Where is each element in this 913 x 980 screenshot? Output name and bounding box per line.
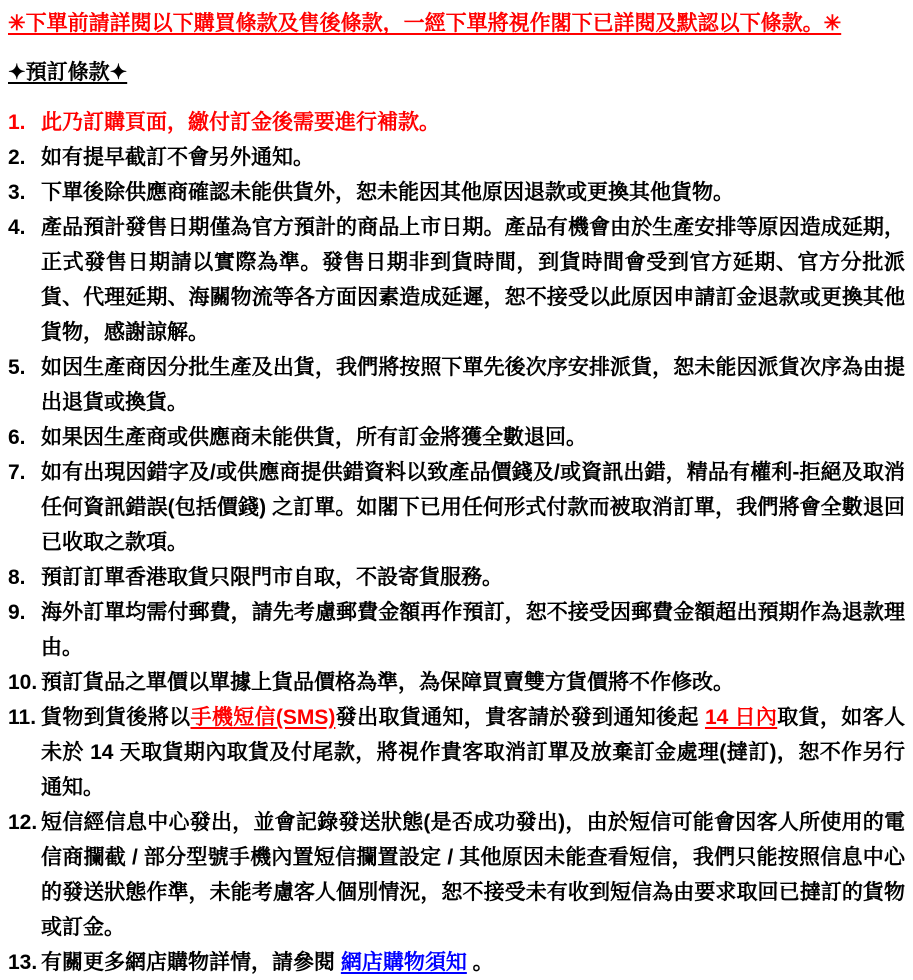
term-item-6 bbox=[8, 420, 905, 455]
term-text: 下單後除供應商確認未能供貨外，恕未能因其他原因退款或更換其他貨物。 bbox=[41, 181, 734, 204]
terms-list bbox=[8, 105, 905, 980]
term-text-segment: 有關更多網店購物詳情，請參閱 bbox=[41, 951, 341, 974]
term-item-2 bbox=[8, 140, 905, 175]
term-text: 如有出現因錯字及/或供應商提供錯資料以致產品價錢及/或資訊出錯，精品有權利-拒絕及取消任何資訊錯誤(包括價錢) 之訂單。如閣下已用任何形式付款而被取消訂單，我們將會全數退回已收取之款項。 bbox=[41, 461, 905, 554]
term-item-9 bbox=[8, 595, 905, 665]
term-item-13 bbox=[8, 945, 905, 980]
term-text: 產品預計發售日期僅為官方預計的商品上市日期。產品有機會由於生產安排等原因造成延期，正式發售日期請以實際為準。發售日期非到貨時間，到貨時間會受到官方延期、官方分批派貨、代理延期、海關物流等各方面因素造成延遲，恕不接受以此原因申請訂金退款或更換其他貨物，感謝諒解。 bbox=[41, 216, 905, 344]
term-text: 預訂訂單香港取貨只限門市自取，不設寄貨服務。 bbox=[41, 566, 503, 589]
term-text-segment: 。 bbox=[466, 951, 494, 974]
term-text: 預訂貨品之單價以單據上貨品價格為準，為保障買賣雙方貨價將不作修改。 bbox=[41, 671, 734, 694]
sms-notice-highlight: 手機短信(SMS) bbox=[190, 706, 336, 729]
term-number: 8. bbox=[8, 566, 26, 589]
term-number: 12. bbox=[8, 811, 38, 834]
term-item-7 bbox=[8, 455, 905, 560]
term-text bbox=[41, 945, 905, 980]
term-number: 5. bbox=[8, 356, 26, 379]
term-text: 此乃訂購頁面，繳付訂金後需要進行補款。 bbox=[41, 111, 440, 134]
term-text: 海外訂單均需付郵費，請先考慮郵費金額再作預訂，恕不接受因郵費金額超出預期作為退款理由。 bbox=[41, 601, 905, 659]
term-number: 7. bbox=[8, 461, 26, 484]
term-item-10 bbox=[8, 665, 905, 700]
term-number: 3. bbox=[8, 181, 26, 204]
term-text bbox=[41, 700, 905, 805]
purchase-notice-banner: ✳下單前請詳閱以下購買條款及售後條款，一經下單將視作閣下已詳閱及默認以下條款。✳ bbox=[8, 12, 842, 35]
term-text-segment: 貨物到貨後將以 bbox=[41, 706, 191, 729]
term-item-1 bbox=[8, 105, 905, 140]
pickup-deadline-highlight: 14 日內 bbox=[704, 706, 778, 729]
term-text: 如有提早截訂不會另外通知。 bbox=[41, 146, 314, 169]
term-text: 如因生產商因分批生產及出貨，我們將按照下單先後次序安排派貨，恕未能因派貨次序為由提出退貨或換貨。 bbox=[41, 356, 905, 414]
term-number: 4. bbox=[8, 216, 26, 239]
term-number: 10. bbox=[8, 671, 38, 694]
term-text-segment: 發出取貨通知，貴客請於發到通知後起 bbox=[335, 706, 705, 729]
term-text: 短信經信息中心發出，並會記錄發送狀態(是否成功發出)，由於短信可能會因客人所使用的電信商攔截 / 部分型號手機內置短信攔置設定 / 其他原因未能查看短信，我們只能按照信息中心的發送狀態作準，未能考慮客人個別情況，恕不接受未有收到短信為由要求取回已撻訂的貨物或訂金。 bbox=[41, 811, 905, 939]
term-item-4 bbox=[8, 210, 905, 350]
section-title-preorder-terms: ✦預訂條款✦ bbox=[8, 61, 128, 84]
term-item-5 bbox=[8, 350, 905, 420]
term-item-3 bbox=[8, 175, 905, 210]
term-item-11 bbox=[8, 700, 905, 805]
term-number: 9. bbox=[8, 601, 26, 624]
store-shopping-guide-link[interactable]: 網店購物須知 bbox=[340, 951, 467, 974]
term-number: 11. bbox=[8, 706, 37, 729]
term-text-segment: 取貨，如客人未於 14 天取貨期內取貨及付尾款，將視作貴客取消訂單及放棄訂金處理(撻訂)，恕不作另行通知。 bbox=[41, 706, 906, 799]
term-item-8 bbox=[8, 560, 905, 595]
term-number: 1. bbox=[8, 111, 26, 134]
term-item-12 bbox=[8, 805, 905, 945]
term-number: 2. bbox=[8, 146, 26, 169]
term-number: 13. bbox=[8, 951, 38, 974]
term-number: 6. bbox=[8, 426, 26, 449]
section-heading-row bbox=[8, 55, 905, 90]
term-text: 如果因生產商或供應商未能供貨，所有訂金將獲全數退回。 bbox=[41, 426, 587, 449]
